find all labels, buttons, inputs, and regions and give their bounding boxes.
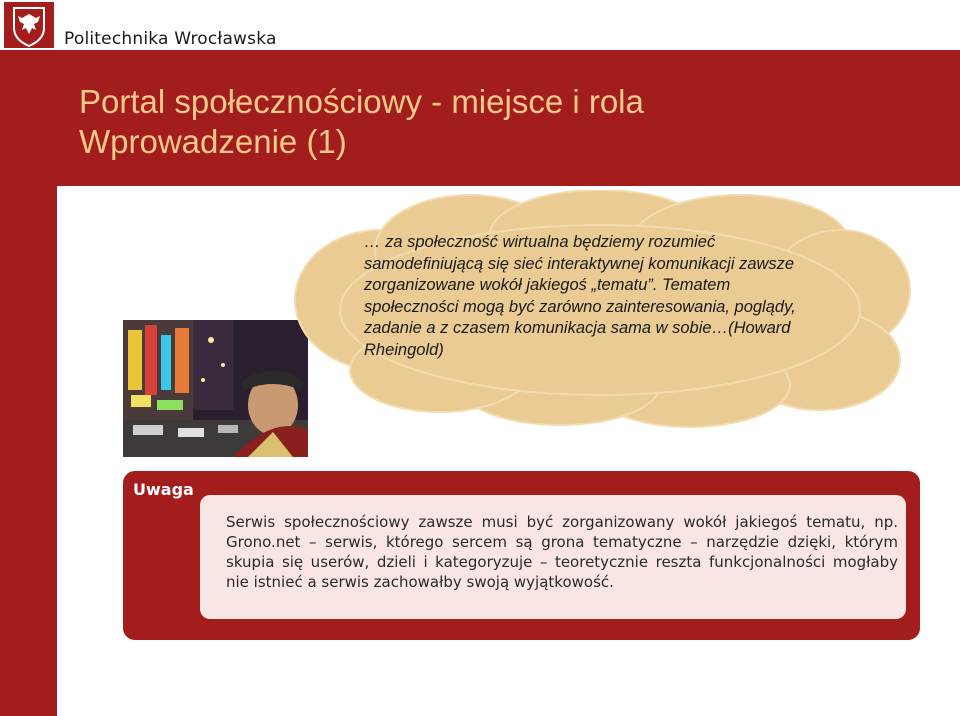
header-bar — [0, 0, 960, 50]
slide-title-line1: Portal społecznościowy - miejsce i rola — [79, 83, 644, 120]
university-logo — [4, 2, 54, 48]
note-box — [123, 471, 920, 640]
eagle-shield-icon — [4, 2, 54, 48]
note-title: Uwaga — [133, 480, 194, 499]
left-accent-strip — [0, 50, 57, 716]
note-text: Serwis społecznościowy zawsze musi być zorganizowany wokół jakiegoś tematu, np. Grono.net – serwis, którego sercem są grona tematyczne – narzędzie dzięki, którym skupia się userów, dzieli i kategoryzuje – teoretycznie reszta funkcjonalności mogłaby nie istnieć a serwis zachowałby swoją wyjątkowość. — [226, 513, 898, 591]
note-body — [200, 495, 906, 619]
slide-title — [79, 82, 644, 162]
university-name: Politechnika Wrocławska — [64, 29, 277, 49]
title-band — [57, 50, 960, 186]
slide-title-line2: Wprowadzenie (1) — [79, 123, 347, 160]
quote-text: … za społeczność wirtualna będziemy rozumieć samodefiniującą się sieć interaktywnej komunikacji zawsze zorganizowane wokół jakiegoś „tematu”. Tematem społeczności mogą być zarówno zainteresowania, poglądy, zadanie a z czasem komunikacja sama w sobie…(Howard Rheingold) — [364, 233, 796, 359]
